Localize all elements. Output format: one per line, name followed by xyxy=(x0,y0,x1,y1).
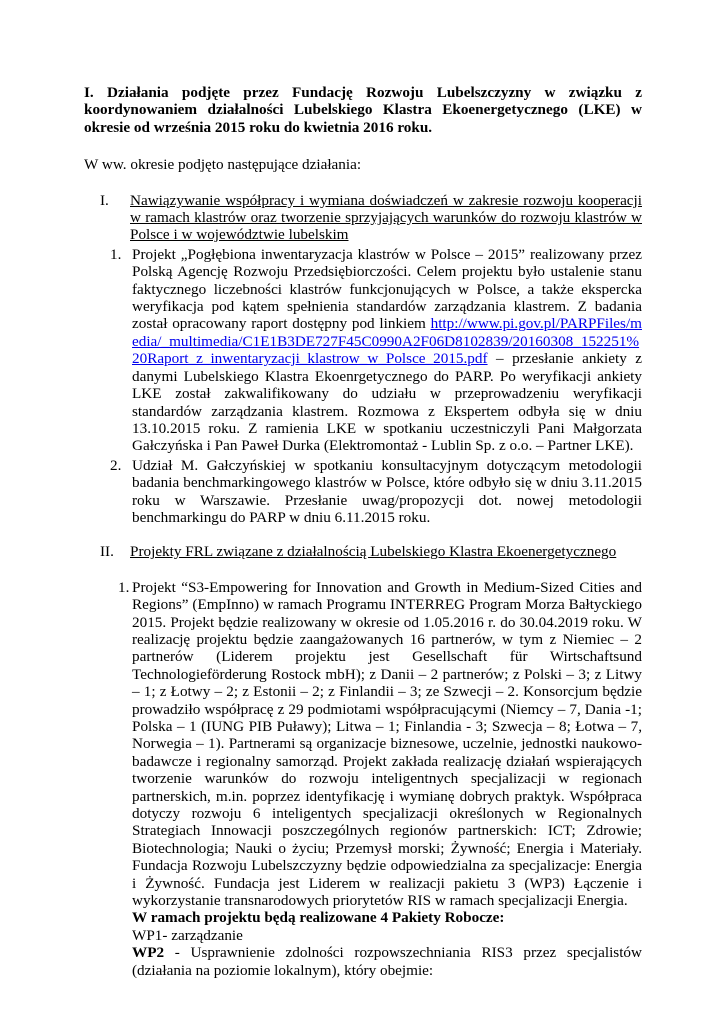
item-number: 2. xyxy=(110,456,122,474)
section-2-number: II. xyxy=(100,543,114,561)
work-package-2-label: WP2 xyxy=(132,944,165,962)
item-text-after-link: – przesłanie ankiety z danymi Lubelskiego Klastra Ekoenrgetycznego do PARP. Po weryfikacji ankiety LKE został zakwalifikowany do udziału w przeprowadzeniu weryfikacji standardów zarządzania klastrem. Rozmowa z Ekspertem odbyła się w dniu 13.10.2015 roku. Z ramienia LKE w spotkaniu uczestniczyli Pani Małgorzata Gałczyńska i Pan Paweł Durka (Elektromontaż - Lublin Sp. z o.o. – Partner LKE). xyxy=(132,350,642,455)
section-1-item-1 xyxy=(84,246,642,455)
work-package-1: WP1- zarządzanie xyxy=(132,926,243,944)
document-page xyxy=(84,84,642,979)
item-number: 1. xyxy=(118,578,130,596)
section-1-number: I. xyxy=(100,191,109,209)
item-text: Projekt “S3-Empowering for Innovation and Growth in Medium-Sized Cities and Regions” (EmpInno) w ramach Programu INTERREG Program Morza Bałtyckiego 2015. Projekt będzie realizowany w okresie od 1.05.2016 r. do 30.04.2019 roku. W realizację projektu będzie zaangażowanych 16 partnerów, w tym z Niemiec – 2 partnerów (Liderem projektu jest Gesellschaft für Wirtschaftsund Technologieförderung Rostock mbH); z Danii – 2 partnerów; z Polski – 3; z Litwy – 1; z Łotwy – 2; z Estonii – 2; z Finlandii – 3; ze Szwecji – 2. Konsorcjum będzie prowadziło współpracę z 29 podmiotami współpracującymi (Niemcy – 7, Dania -1; Polska – 1 (IUNG PIB Puławy); Litwa – 1; Finlandia - 3; Szwecja – 8; Łotwa – 7, Norwegia – 1). Partnerami są organizacje biznesowe, uczelnie, jednostki naukowo-badawcze i regionalny samorząd. Projekt zakłada realizację działań wspierających tworzenie warunków do rozwoju inteligentnych specjalizacji w regionach partnerskich, m.in. poprzez identyfikację i wymianę dobrych praktyk. Współpraca dotyczy rozwoju 6 inteligentych specjalizacji określonych w Regionalnych Strategiach Innowacji poszczególnych regionów partnerskich: ICT; Zdrowie; Biotechnologia; Nauki o życiu; Przemysł morski; Żywność; Energia i Materiały. Fundacja Rozwoju Lubelszczyzny będzie odpowiedzialna za specjalizacje: Energia i Żywność. Fundacja jest Liderem w realizacji pakietu 3 (WP3) Łączenie i wykorzystanie transnarodowych priorytetów RIS w ramach specjalizacji Energia. xyxy=(132,578,642,910)
report-link[interactable]: http://www.pi.gov.pl/PARPFiles/media/_multimedia/C1E1B3DE727F45C0990A2F06D8102839/20160308_152251%20Raport_z_inwentaryzacji_klastrow_w_Polsce_2015.pdf xyxy=(132,315,642,368)
work-packages-heading: W ramach projektu będą realizowane 4 Pakiety Robocze: xyxy=(132,909,505,927)
section-2-item-1 xyxy=(84,579,642,910)
work-package-2 xyxy=(132,944,642,979)
section-1-item-2 xyxy=(84,457,642,527)
item-text xyxy=(132,246,642,455)
section-1-title: Nawiązywanie współpracy i wymiana doświadczeń w zakresie rozwoju kooperacji w ramach klastrów oraz tworzenie sprzyjających warunków do rozwoju klastrów w Polsce i w województwie lubelskim xyxy=(130,191,642,244)
item-text-before-link: Projekt „Pogłębiona inwentaryzacja klastrów w Polsce – 2015” realizowany przez Polską Agencję Rozwoju Przedsiębiorczości. Celem projektu było ustalenie stanu faktycznego liczebności klastrów funkcjonujących w Polsce, a także ekspercka weryfikacja pod kątem spełnienia standardów zarządzania klastrem. Z badania został opracowany raport dostępny pod linkiem xyxy=(132,245,642,333)
work-package-2-text: - Usprawnienie zdolności rozpowszechniania RIS3 przez specjalistów (działania na poziomie lokalnym), który obejmie: xyxy=(132,944,642,979)
item-text: Udział M. Gałczyńskiej w spotkaniu konsultacyjnym dotyczącym metodologii badania benchmarkingowego klastrów w Polsce, które odbyło się w dniu 3.11.2015 roku w Warszawie. Przesłanie uwag/propozycji dot. nowej metodologii benchmarkingu do PARP w dniu 6.11.2015 roku. xyxy=(132,456,642,526)
section-2 xyxy=(84,543,642,560)
section-2-title: Projekty FRL związane z działalnością Lubelskiego Klastra Ekoenergetycznego xyxy=(130,543,617,561)
document-heading: I. Działania podjęte przez Fundację Rozwoju Lubelszczyzny w związku z koordynowaniem działalności Lubelskiego Klastra Ekoenergetycznego (LKE) w okresie od września 2015 roku do kwietnia 2016 roku. xyxy=(84,84,642,136)
section-1 xyxy=(84,192,642,244)
item-number: 1. xyxy=(110,245,122,263)
intro-text: W ww. okresie podjęto następujące działania: xyxy=(84,156,362,174)
